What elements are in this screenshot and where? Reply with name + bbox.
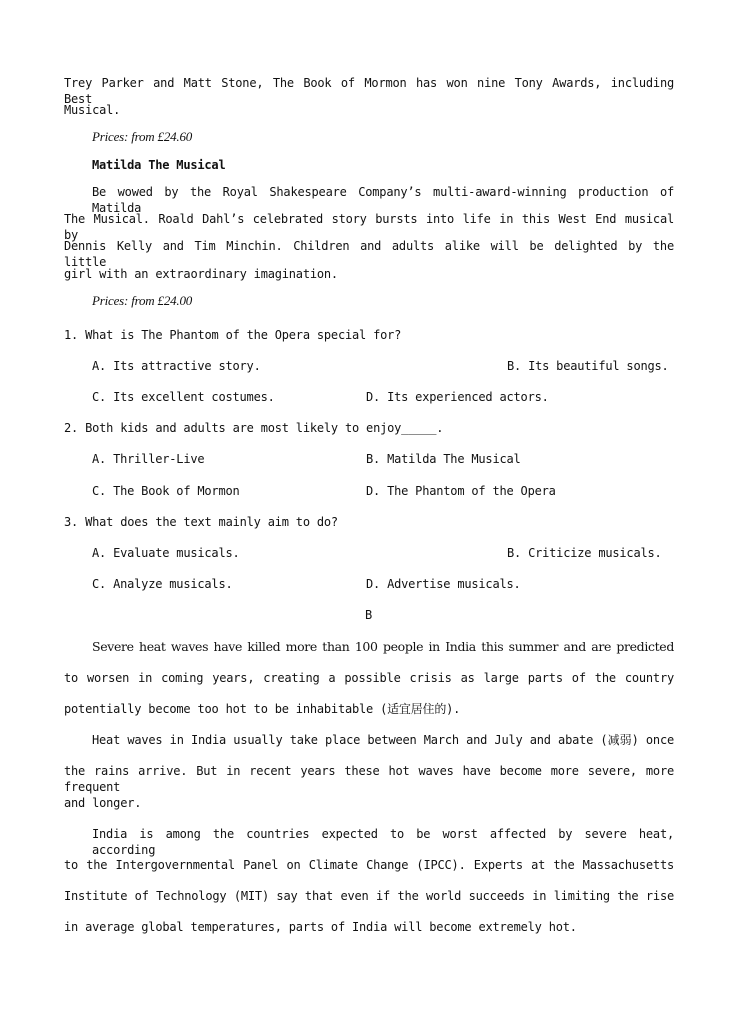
- question-3-option-c: C. Analyze musicals.: [92, 577, 233, 591]
- question-1-option-b: B. Its beautiful songs.: [507, 359, 669, 373]
- question-2-option-c: C. The Book of Mormon: [92, 484, 240, 498]
- section-b-paragraph-line: in average global temperatures, parts of India will become extremely hot.: [64, 920, 577, 934]
- mormon-intro-line: Trey Parker and Matt Stone, The Book of Mormon has won nine Tony Awards, including Best: [64, 76, 674, 106]
- question-2-option-d: D. The Phantom of the Opera: [366, 484, 556, 498]
- matilda-paragraph-line: Be wowed by the Royal Shakespeare Company’s multi-award-winning production of Matilda: [92, 185, 674, 215]
- question-3-option-a: A. Evaluate musicals.: [92, 546, 240, 560]
- question-2-option-b: B. Matilda The Musical: [366, 452, 521, 466]
- section-b-paragraph-line: India is among the countries expected to be worst affected by severe heat, according: [92, 827, 674, 857]
- matilda-title: Matilda The Musical: [92, 158, 226, 172]
- section-b-paragraph-line: Institute of Technology (MIT) say that even if the world succeeds in limiting the rise: [64, 889, 674, 903]
- section-b-paragraph-line: to the Intergovernmental Panel on Climate Change (IPCC). Experts at the Massachusetts: [64, 858, 674, 872]
- question-1-option-a: A. Its attractive story.: [92, 359, 261, 373]
- question-1-stem: 1. What is The Phantom of the Opera special for?: [64, 328, 402, 342]
- question-3-option-b: B. Criticize musicals.: [507, 546, 662, 560]
- section-b-paragraph-line: the rains arrive. But in recent years these hot waves have become more severe, more frequent: [64, 764, 674, 794]
- question-1-option-d: D. Its experienced actors.: [366, 390, 549, 404]
- section-b-heading: B: [364, 608, 373, 622]
- matilda-paragraph-line: Dennis Kelly and Tim Minchin. Children and adults alike will be delighted by the little: [64, 239, 674, 269]
- section-b-paragraph-line: to worsen in coming years, creating a possible crisis as large parts of the country: [64, 671, 674, 685]
- question-3-stem: 3. What does the text mainly aim to do?: [64, 515, 338, 529]
- section-b-paragraph-line: Heat waves in India usually take place between March and July and abate (减弱) once: [92, 733, 674, 747]
- mormon-intro-line: Musical.: [64, 103, 121, 117]
- matilda-paragraph-line: The Musical. Roald Dahl’s celebrated story bursts into life in this West End musical by: [64, 212, 674, 242]
- section-b-paragraph-line: and longer.: [64, 796, 142, 810]
- question-2-stem: 2. Both kids and adults are most likely to enjoy_____.: [64, 421, 444, 435]
- question-2-option-a: A. Thriller-Live: [92, 452, 205, 466]
- mormon-price: Prices: from £24.60: [92, 129, 193, 144]
- question-1-option-c: C. Its excellent costumes.: [92, 390, 275, 404]
- matilda-price: Prices: from £24.00: [92, 293, 193, 308]
- question-3-option-d: D. Advertise musicals.: [366, 577, 521, 591]
- section-b-paragraph-line: potentially become too hot to be inhabitable (适宜居住的).: [64, 702, 461, 716]
- matilda-paragraph-line: girl with an extraordinary imagination.: [64, 267, 338, 281]
- section-b-paragraph-line: Severe heat waves have killed more than 100 people in India this summer and are predicted: [92, 639, 674, 654]
